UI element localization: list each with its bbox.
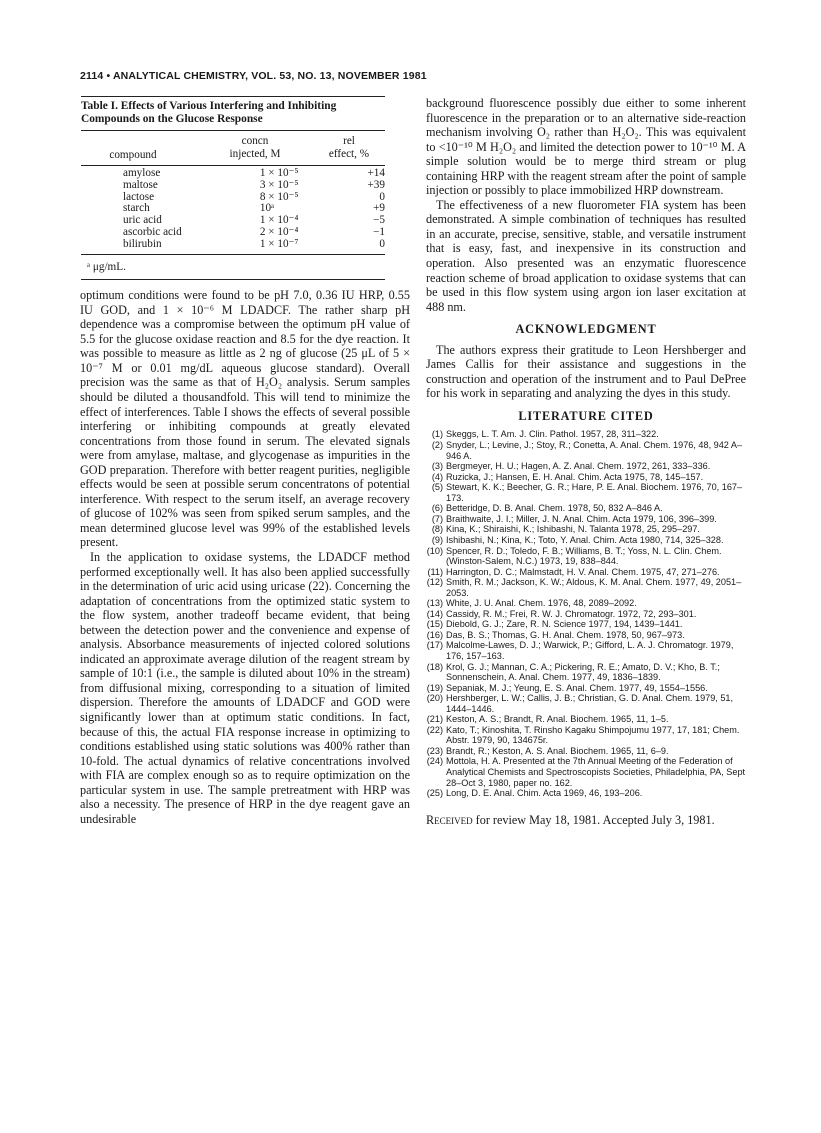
cell-concn: 1 × 10⁻⁷ xyxy=(259,237,299,250)
reference-text: Smith, R. M.; Jackson, K. W.; Aldous, K. M. Anal. Chem. 1977, 49, 2051–2053. xyxy=(446,577,742,598)
reference-text: Cassidy, R. M.; Frei, R. W. J. Chromatogr. 1972, 72, 293–301. xyxy=(446,608,697,619)
reference-number: (12) xyxy=(426,577,443,588)
cell-compound: ascorbic acid xyxy=(123,225,182,238)
cell-compound: maltose xyxy=(123,178,158,191)
literature-cited-heading: LITERATURE CITED xyxy=(518,408,654,423)
acknowledgment-text: The authors express their gratitude to Leon Hershberger and James Callis for their assistance and suggestions in the construction and operation of the instrument and to Paul DePree for his work in separating and analyzing the dyes in this study. xyxy=(426,342,746,401)
reference-number: (5) xyxy=(431,482,443,493)
col-header-compound: compound xyxy=(109,149,157,161)
reference-text: Brandt, R.; Keston, A. S. Anal. Biochem. 1965, 11, 6–9. xyxy=(446,745,669,756)
reference-number: (7) xyxy=(431,513,443,524)
body-paragraph: The effectiveness of a new fluorometer FIA system has been demonstrated. A simple combination of techniques has resulted in an accurate, precise, sensitive, stable, and versatile instrument that is easy, fast, and inexpensive in its construction and operation. Also presented was an enzymatic fluorescence reaction scheme of broad application to oxidase systems that can be used in this flow system using argon ion laser excitation at 488 nm. xyxy=(426,197,746,314)
cell-effect: +39 xyxy=(367,178,385,191)
reference-number: (18) xyxy=(426,661,443,672)
reference-text: Krol, G. J.; Mannan, C. A.; Pickering, R. E.; Amato, D. V.; Kho, B. T.; Sonnenschein, A. Anal. Chem. 1977, 49, 1836–1839. xyxy=(446,661,720,683)
table-top-rule xyxy=(81,96,385,97)
table-title-line-2: Compounds on the Glucose Response xyxy=(81,113,263,125)
cell-effect: −1 xyxy=(373,225,385,238)
left-column xyxy=(80,96,410,826)
acknowledgment-heading: ACKNOWLEDGMENT xyxy=(515,322,657,337)
cell-compound: lactose xyxy=(123,190,155,203)
right-column xyxy=(426,96,746,827)
reference-number: (25) xyxy=(426,788,443,799)
col-header-effect-line-2: effect, % xyxy=(328,148,370,160)
reference-list xyxy=(426,429,746,798)
reference-number: (16) xyxy=(426,629,443,640)
reference-item xyxy=(426,503,746,514)
reference-item xyxy=(426,577,746,598)
cell-effect: +14 xyxy=(367,167,385,179)
reference-text: Braithwaite, J. I.; Miller, J. N. Anal. Chim. Acta 1979, 106, 396–399. xyxy=(446,513,717,524)
reference-item xyxy=(426,619,746,630)
table-row xyxy=(81,239,385,251)
reference-text: Das, B. S.; Thomas, G. H. Anal. Chem. 1978, 50, 967–973. xyxy=(446,629,685,640)
reference-item xyxy=(426,788,746,799)
cell-concn: 1 × 10⁻⁵ xyxy=(259,167,299,179)
reference-item xyxy=(426,640,746,661)
reference-text: Snyder, L.; Levine, J.; Stoy, R.; Conetta, A. Anal. Chem. 1976, 48, 942 A–946 A. xyxy=(446,440,743,461)
reference-number: (11) xyxy=(427,566,443,577)
reference-text: Betteridge, D. B. Anal. Chem. 1978, 50, 832 A–846 A. xyxy=(446,503,663,514)
reference-number: (23) xyxy=(426,745,443,756)
body-paragraph: optimum conditions were found to be pH 7.0, 0.36 IU HRP, 0.55 IU GOD, and 1 × 10⁻⁶ M LDADCF. The rather sharp pH dependence was a compromise between the optimum pH value of 5.5 for the glucose oxidase reaction and 8.5 for the dye reaction. It was possible to measure as little as 2 ng of glucose (25 μL of 5 × 10⁻⁷ M or 0.01 mg/dL aqueous glucose standard). Overall precision was the same as that of H₂O₂ analysis. Serum samples should be diluted a thousandfold. This will tend to minimize the effect of interferences. Table I shows the effects of several possible interfering or inhibiting compounds at greatly elevated concentrations from those found in serum. The elevated signals were from amylase, maltase, and glycogenase as impurities in the GOD preparation. Therefore with better reagent purities, negligible effects would be seen at possible serum concentratons of potential interference. With respect to the serum itself, an average recovery of glucose of 102% was seen from spiked serum samples, and the mean determined glucose level was 99% of the established levels present. xyxy=(80,288,410,550)
reference-text: Kato, T.; Kinoshita, T. Rinsho Kagaku Shimpojumu 1977, 17, 181; Chem. Abstr. 1979, 90, 134675r. xyxy=(446,724,740,746)
reference-item xyxy=(426,567,746,578)
reference-item xyxy=(426,461,746,472)
reference-text: Skeggs, L. T. Am. J. Clin. Pathol. 1957, 28, 311–322. xyxy=(446,429,659,440)
reference-text: Ruzicka, J.; Hansen, E. H. Anal. Chim. Acta 1975, 78, 145–157. xyxy=(446,471,704,482)
reference-number: (2) xyxy=(431,440,443,451)
table-header-rule xyxy=(81,130,385,131)
reference-item xyxy=(426,429,746,440)
reference-item xyxy=(426,662,746,683)
reference-number: (21) xyxy=(426,714,443,725)
reference-item xyxy=(426,514,746,525)
reference-number: (24) xyxy=(426,756,443,767)
table-title xyxy=(81,100,385,126)
table-body xyxy=(81,168,385,251)
reference-item xyxy=(426,746,746,757)
cell-effect: 0 xyxy=(379,190,385,203)
reference-text: Spencer, R. D.; Toledo, F. B.; Williams, B. T.; Yoss, N. L. Clin. Chem. (Winston-Salem, N.C.) 1973, 19, 838–844. xyxy=(446,545,722,567)
reference-text: Sepaniak, M. J.; Yeung, E. S. Anal. Chem. 1977, 49, 1554–1556. xyxy=(446,682,708,693)
cell-compound: starch xyxy=(123,202,150,215)
reference-number: (4) xyxy=(431,471,443,482)
col-header-effect-line-1: rel xyxy=(343,135,355,147)
reference-item xyxy=(426,683,746,694)
reference-item xyxy=(426,535,746,546)
reference-text: Keston, A. S.; Brandt, R. Anal. Biochem. 1965, 11, 1–5. xyxy=(446,714,669,725)
reference-text: Diebold, G. J.; Zare, R. N. Science 1977, 194, 1439–1441. xyxy=(446,619,683,630)
reference-number: (13) xyxy=(426,598,443,609)
reference-number: (19) xyxy=(426,682,443,693)
cell-compound: uric acid xyxy=(123,214,162,227)
table-footnote: ᵃ μg/mL. xyxy=(87,260,126,273)
reference-number: (9) xyxy=(431,534,443,545)
reference-number: (6) xyxy=(431,503,443,514)
cell-concn: 1 × 10⁻⁴ xyxy=(259,214,299,227)
reference-text: Malcolme-Lawes, D. J.; Warwick, P.; Gifford, L. A. J. Chromatogr. 1979, 176, 157–163. xyxy=(446,640,734,661)
received-label: Received xyxy=(426,812,473,827)
reference-text: Mottola, H. A. Presented at the 7th Annual Meeting of the Federation of Analytical Chemists and Spectroscopists Societies, Philadelphia, PA, Sept 28–Oct 3, 1980, paper no. 162. xyxy=(446,756,746,788)
body-paragraph: In the application to oxidase systems, the LDADCF method performed exceptionally well. It has also been applied successfully in the determination of uric acid using uricase (22). Concerning the adaptation of concentrations from the optimized static system to the flow system, another tradeoff became evident, that being between the detection power and the convenience and expense of analysis. Absorbance measurements of injected colored solutions indicated an approximate average dilution of the reagent stream by sample of 10:1 (i.e., the sample is diluted about 10% in the stream) from diffusional mixing, corresponding to a situation of limited dispersion. Therefore the amounts of LDADCF and GOD were significantly lower than at optimum static conditions. In fact, because of this, the actual FIA response increase in optimizing to conditions established using static solutions was 400% rather than 10-fold. The actual dynamics of relative concentrations involved with FIA are complex enough so as to require optimization on the particular system in use. The sample pretreatment with HRP was also a necessity. The presence of HRP in the dye reagent gave an undesirable xyxy=(80,549,410,826)
cell-effect: −5 xyxy=(373,214,385,227)
reference-text: Stewart, K. K.; Beecher, G. R.; Hare, P. E. Anal. Biochem. 1976, 70, 167–173. xyxy=(446,482,743,503)
reference-item xyxy=(426,725,746,746)
reference-number: (10) xyxy=(426,545,443,556)
received-line xyxy=(426,813,746,828)
table-row xyxy=(81,180,385,192)
running-header: 2114 • ANALYTICAL CHEMISTRY, VOL. 53, NO. 13, NOVEMBER 1981 xyxy=(80,70,427,82)
cell-effect: +9 xyxy=(373,202,385,215)
reference-text: White, J. U. Anal. Chem. 1976, 48, 2089–2092. xyxy=(446,598,637,609)
reference-text: Hershberger, L. W.; Callis, J. B.; Christian, G. D. Anal. Chem. 1979, 51, 1444–1446. xyxy=(446,693,734,714)
table-1 xyxy=(81,96,385,280)
reference-text: Bergmeyer, H. U.; Hagen, A. Z. Anal. Chem. 1972, 261, 333–336. xyxy=(446,461,711,472)
reference-item xyxy=(426,609,746,620)
reference-number: (20) xyxy=(426,693,443,704)
reference-item xyxy=(426,714,746,725)
body-paragraph: background fluorescence possibly due either to some inherent fluorescence in the preparation or to an alternative side-reaction mechanism involving O₂ rather than H₂O₂. This was equivalent to <10⁻¹⁰ M H₂O₂ and limited the detection power to 10⁻¹⁰ M. A simple solution would be to merge third stream or plug containing HRP with the reagent stream after the point of sample injection or possibly to place immobilized HRP downstream. xyxy=(426,96,746,198)
cell-compound: bilirubin xyxy=(123,237,162,250)
reference-number: (22) xyxy=(426,724,443,735)
table-title-line-1: Table I. Effects of Various Interfering and Inhibiting xyxy=(81,100,337,112)
reference-number: (3) xyxy=(431,461,443,472)
reference-number: (15) xyxy=(426,619,443,630)
col-header-concn-line-1: concn xyxy=(241,135,269,147)
reference-item xyxy=(426,630,746,641)
cell-concn: 3 × 10⁻⁵ xyxy=(259,178,299,191)
table-header-bottom-rule xyxy=(81,165,385,166)
reference-text: Long, D. E. Anal. Chim. Acta 1969, 46, 193–206. xyxy=(446,788,643,799)
reference-item xyxy=(426,440,746,461)
reference-text: Kina, K.; Shiraishi, K.; Ishibashi, N. Talanta 1978, 25, 295–297. xyxy=(446,524,700,535)
reference-item xyxy=(426,693,746,714)
col-header-concn-line-2: injected, M xyxy=(229,148,281,160)
table-header xyxy=(81,135,385,165)
reference-item xyxy=(426,756,746,788)
table-row xyxy=(81,227,385,239)
reference-text: Harrington, D. C.; Malmstadt, H. V. Anal. Chem. 1975, 47, 271–276. xyxy=(446,566,720,577)
received-dates: for review May 18, 1981. Accepted July 3, 1981. xyxy=(472,812,715,827)
table-bottom-rule xyxy=(81,254,385,255)
cell-effect: 0 xyxy=(379,237,385,250)
reference-item xyxy=(426,546,746,567)
reference-item xyxy=(426,598,746,609)
cell-concn: 8 × 10⁻⁵ xyxy=(259,190,299,203)
cell-compound: amylose xyxy=(123,167,161,179)
cell-concn: 2 × 10⁻⁴ xyxy=(259,225,299,238)
cell-concn: 10ᵃ xyxy=(259,202,275,215)
reference-item xyxy=(426,482,746,503)
reference-item xyxy=(426,472,746,483)
reference-number: (8) xyxy=(431,524,443,535)
reference-number: (1) xyxy=(431,429,443,440)
reference-number: (14) xyxy=(426,608,443,619)
reference-text: Ishibashi, N.; Kina, K.; Toto, Y. Anal. Chim. Acta 1980, 714, 325–328. xyxy=(446,534,724,545)
reference-number: (17) xyxy=(426,640,443,651)
reference-item xyxy=(426,524,746,535)
